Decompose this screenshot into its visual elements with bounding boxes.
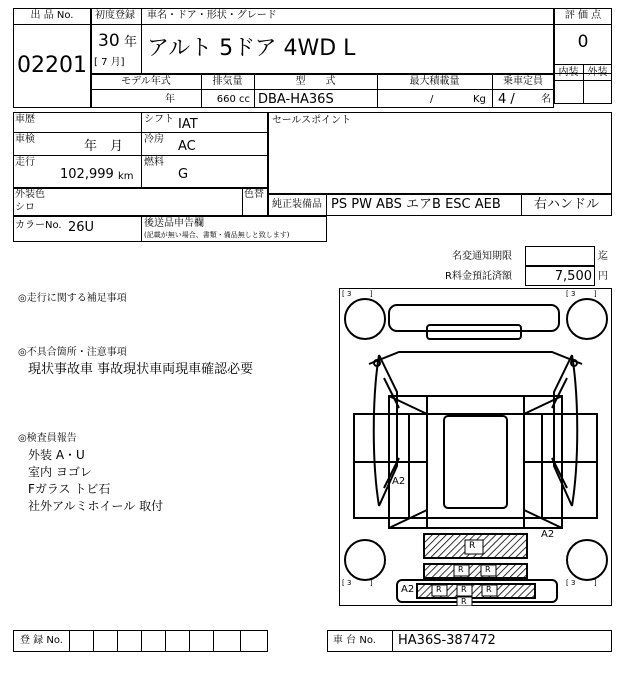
displacement-label: 排気量 (212, 76, 243, 87)
model-year-unit: 年 (165, 94, 175, 105)
displacement-value: 660 cc (216, 94, 250, 105)
mileage-label: 走行 (15, 157, 35, 168)
model-year-label: モデル年式 (121, 76, 171, 87)
recycle-value: 7,500 (554, 269, 592, 284)
capacity-value: 4 / (498, 92, 515, 107)
color-no-value: 26U (68, 220, 95, 235)
ext-color-label: 外装色 (15, 189, 45, 200)
wheel-rear-right (567, 540, 607, 580)
type-label: 型 式 (295, 76, 336, 87)
name-change-label: 名変通知期限 (452, 251, 512, 262)
ext-color-box (13, 188, 268, 216)
ext-color-value: シロ (15, 202, 35, 213)
wheel-front-right (567, 299, 607, 339)
capacity-unit: 名 (541, 94, 551, 105)
max-load-value: / (430, 94, 434, 105)
shift-value: IAT (178, 117, 198, 132)
ac-value: AC (178, 139, 196, 154)
interior-label: 内装 (558, 67, 579, 78)
name-change-box (525, 246, 595, 266)
inspector-line: 社外アルミホイール 取付 (28, 499, 164, 513)
chassis-label: 車 台 No. (333, 635, 376, 646)
equipment-label: 純正装備品 (272, 199, 322, 210)
capacity-label: 乗車定員 (503, 76, 543, 87)
defects-text: 現状事故車 事故現状車両現車確認必要 (28, 362, 254, 377)
wheel-rear-left (345, 540, 385, 580)
max-load-label: 最大積載量 (409, 76, 460, 87)
body-outline (354, 414, 597, 518)
steering-value: 右ハンドル (533, 197, 599, 212)
supplement-title: ◎走行に関する補足事項 (18, 293, 127, 304)
mileage-unit: km (118, 171, 134, 182)
color-change-label: 色替 (244, 189, 264, 200)
damage-mark-a2: A2 (541, 529, 555, 540)
corner-label-tr: [ 3 ] (566, 290, 597, 298)
chassis-no: HA36S-387472 (398, 633, 496, 648)
fuel-value: G (178, 167, 189, 182)
corner-label-tl: [ 3 ] (342, 290, 373, 298)
damage-mark-r: R (461, 597, 467, 606)
shift-label: シフト (144, 114, 174, 125)
damage-mark-r: R (461, 585, 467, 594)
car-name-label: 車名・ドア・形状・グレード (147, 10, 277, 21)
inspector-line: 室内 ヨゴレ (28, 465, 92, 479)
damage-mark-r: R (436, 585, 442, 594)
inspector-line: 外装 A・U (28, 448, 85, 462)
mileage-value: 102,999 (60, 167, 114, 182)
damage-mark-a2: A2 (401, 584, 415, 595)
damage-mark-r: R (458, 565, 464, 574)
defects-title: ◎不具合箇所・注意事項 (18, 347, 127, 358)
color-no-label: カラーNo. (15, 220, 62, 231)
damage-mark-a2: A2 (392, 476, 406, 487)
front-bumper (389, 305, 559, 331)
corner-label-br: [ 3 ] (566, 579, 597, 587)
ac-label: 冷房 (144, 134, 164, 145)
sales-point-label: セールスポイント (272, 115, 352, 126)
grade-value: 0 (577, 32, 589, 52)
equipment-value: PS PW ABS エアB ESC AEB (331, 197, 501, 212)
lot-number-label: 出 品 No. (30, 10, 74, 21)
exterior-label: 外装 (587, 67, 608, 78)
type-value: DBA-HA36S (258, 92, 334, 107)
name-change-unit: 迄 (598, 251, 608, 262)
recycle-unit: 円 (598, 271, 608, 282)
inspection-label: 車検 (15, 134, 35, 145)
first-reg-label: 初度登録 (95, 10, 135, 21)
recycle-label: R料金預託済額 (445, 271, 512, 282)
reg-no-label: 登 録 No. (20, 635, 63, 646)
declaration-label: 後送品申告欄 (144, 218, 204, 229)
declaration-note: (記載が無い場合、書類・備品無しと致します) (144, 231, 290, 239)
damage-mark-r: R (485, 565, 491, 574)
fuel-label: 燃料 (144, 157, 164, 168)
car-diagram (339, 288, 612, 606)
roof (444, 416, 507, 508)
damage-mark-r: R (469, 541, 476, 551)
wheel-front-left (345, 299, 385, 339)
reg-month: [ 7 月] (94, 57, 125, 68)
grade-label: 評 価 点 (564, 10, 602, 21)
load-unit: Kg (473, 94, 486, 105)
reg-year-unit: 年 (124, 35, 138, 50)
corner-label-bl: [ 3 ] (342, 579, 373, 587)
history-label: 車歴 (15, 114, 35, 125)
lot-number: 02201 (17, 53, 87, 78)
inspector-line: Fガラス トビ石 (28, 482, 111, 496)
inspection-value: 年 月 (84, 139, 124, 154)
reg-year: 30 (98, 31, 120, 51)
damage-mark-r: R (486, 585, 492, 594)
car-name: アルト 5ドア 4WD L (147, 36, 356, 61)
inspector-title: ◎検査員報告 (18, 433, 77, 444)
